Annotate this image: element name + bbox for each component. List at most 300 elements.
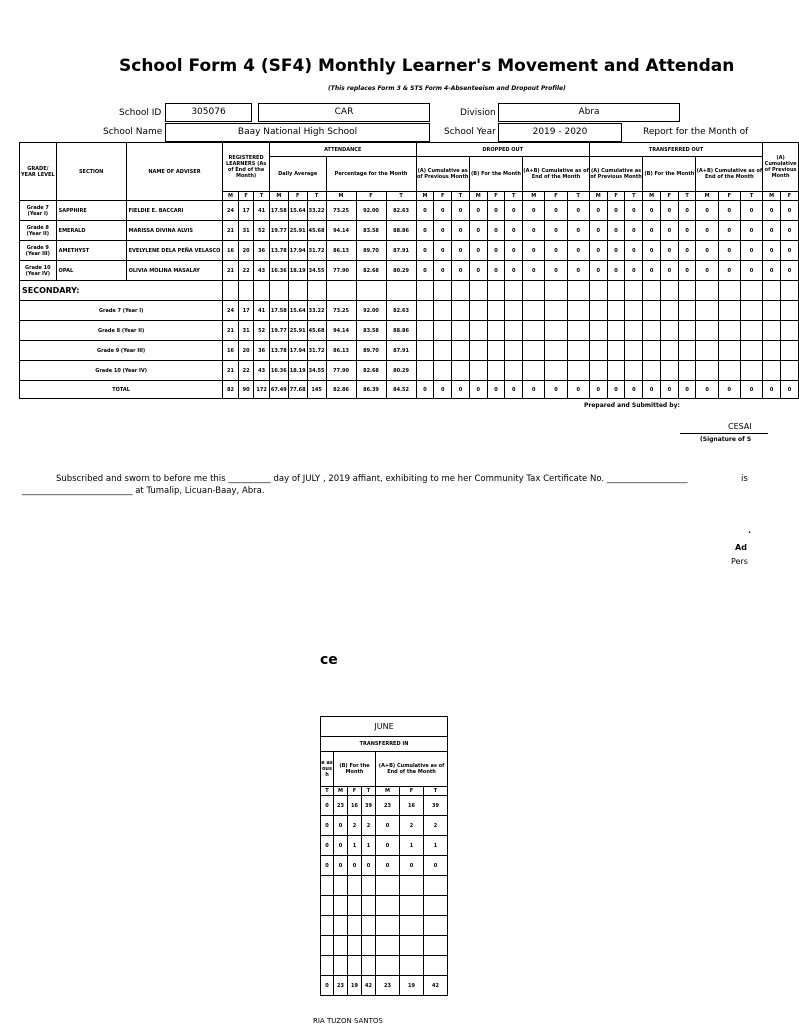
empty-cell [607, 341, 625, 361]
header-t: T [505, 192, 523, 201]
count-cell: 39 [362, 796, 376, 816]
empty-cell [678, 281, 696, 301]
count-cell: 39 [424, 796, 448, 816]
daily-average-cell: 45.68 [307, 321, 326, 341]
percentage-cell: 86.13 [326, 241, 356, 261]
count-cell[interactable]: 0 [643, 201, 661, 221]
header-transferred-out: TRANSFERRED OUT [589, 143, 762, 157]
count-cell[interactable]: 0 [780, 201, 798, 221]
empty-cell [416, 321, 434, 341]
count-cell: 1 [348, 836, 362, 856]
empty-cell [348, 876, 362, 896]
count-cell[interactable]: 0 [625, 201, 643, 221]
header-m: M [469, 192, 487, 201]
count-cell: 16 [400, 796, 424, 816]
count-cell[interactable]: 0 [763, 261, 781, 281]
empty-cell [416, 281, 434, 301]
empty-cell [660, 361, 678, 381]
empty-cell [334, 896, 348, 916]
count-cell[interactable]: 0 [780, 241, 798, 261]
daily-average-cell: 13.78 [269, 341, 288, 361]
count-cell[interactable]: 0 [607, 221, 625, 241]
empty-cell [589, 281, 607, 301]
count-cell[interactable]: 0 [452, 221, 470, 241]
count-cell[interactable]: 0 [763, 201, 781, 221]
grade-cell: Grade 7 (Year I) [20, 201, 57, 221]
empty-cell [660, 341, 678, 361]
empty-cell [643, 321, 661, 341]
count-cell[interactable]: 0 [545, 201, 567, 221]
count-cell[interactable]: 0 [718, 261, 740, 281]
signature-caption: (Signature of S [700, 436, 752, 443]
empty-cell [567, 301, 589, 321]
count-cell[interactable]: 0 [469, 261, 487, 281]
header-m: M [589, 192, 607, 201]
count-cell[interactable]: 0 [487, 241, 505, 261]
count-cell: 0 [321, 856, 334, 876]
count-cell[interactable]: 0 [696, 241, 718, 261]
header-prev-fragment: e as ous h [321, 752, 334, 787]
grade-summary-row [20, 301, 799, 321]
attendance-table [19, 142, 799, 399]
count-cell[interactable]: 0 [740, 261, 762, 281]
grade-summary-label: Grade 8 (Year II) [20, 321, 223, 341]
count-cell[interactable]: 0 [678, 261, 696, 281]
header-f: F [348, 787, 362, 796]
empty-cell [348, 936, 362, 956]
count-cell: 0 [376, 836, 400, 856]
count-cell[interactable]: 0 [660, 241, 678, 261]
count-cell[interactable]: 0 [718, 241, 740, 261]
count-cell[interactable]: 0 [416, 221, 434, 241]
empty-cell [348, 896, 362, 916]
count-cell[interactable]: 0 [545, 261, 567, 281]
affiant-person-fragment: Pers [731, 557, 748, 566]
percentage-cell: 82.68 [356, 261, 386, 281]
percentage-cell: 92.00 [356, 301, 386, 321]
daily-average-cell: 19.77 [269, 321, 288, 341]
empty-cell [763, 321, 781, 341]
empty-cell [434, 341, 452, 361]
empty-cell [487, 321, 505, 341]
empty-cell [348, 956, 362, 976]
empty-cell [469, 321, 487, 341]
count-cell[interactable]: 0 [696, 261, 718, 281]
count-cell[interactable]: 0 [545, 221, 567, 241]
count-cell[interactable]: 0 [625, 241, 643, 261]
empty-cell [660, 301, 678, 321]
empty-cell [400, 896, 424, 916]
empty-cell [607, 281, 625, 301]
total-row [321, 976, 448, 996]
registered-cell[interactable]: 41 [254, 201, 270, 221]
registered-cell[interactable]: 20 [238, 241, 254, 261]
empty-cell [763, 361, 781, 381]
count-cell[interactable]: 0 [660, 201, 678, 221]
header-f: F [545, 192, 567, 201]
daily-average-cell: 17.58 [269, 201, 288, 221]
region-field[interactable]: CAR [258, 103, 430, 122]
count-cell[interactable]: 0 [487, 261, 505, 281]
count-cell[interactable]: 0 [643, 221, 661, 241]
count-cell[interactable]: 0 [589, 241, 607, 261]
total-count-cell: 42 [424, 976, 448, 996]
empty-cell [452, 301, 470, 321]
header-daily-average: Daily Average [269, 157, 326, 192]
registered-cell: 31 [238, 321, 254, 341]
count-cell[interactable]: 0 [718, 221, 740, 241]
count-cell[interactable]: 0 [505, 241, 523, 261]
affiant-dot: · [748, 528, 752, 537]
empty-cell [625, 281, 643, 301]
count-cell: 0 [376, 856, 400, 876]
empty-cell [362, 936, 376, 956]
count-cell[interactable]: 0 [780, 221, 798, 241]
count-cell[interactable]: 0 [660, 221, 678, 241]
count-cell: 1 [362, 836, 376, 856]
count-cell: 2 [348, 816, 362, 836]
empty-cell [696, 321, 718, 341]
registered-cell[interactable]: 24 [223, 201, 239, 221]
count-cell[interactable]: 0 [505, 201, 523, 221]
empty-cell [763, 281, 781, 301]
registered-cell[interactable]: 52 [254, 221, 270, 241]
header-cumulative-previous: (A) Cumulative as of Previous Month [416, 157, 469, 192]
empty-cell [505, 281, 523, 301]
empty-cell [434, 321, 452, 341]
header-t: T [362, 787, 376, 796]
empty-cell [376, 936, 400, 956]
registered-cell[interactable]: 16 [223, 241, 239, 261]
empty-cell [523, 281, 545, 301]
empty-cell [362, 956, 376, 976]
count-cell[interactable]: 0 [469, 241, 487, 261]
count-cell[interactable]: 0 [625, 221, 643, 241]
empty-cell [424, 876, 448, 896]
count-cell[interactable]: 0 [416, 261, 434, 281]
registered-cell[interactable]: 21 [223, 261, 239, 281]
daily-average-cell: 34.55 [307, 261, 326, 281]
empty-cell [505, 341, 523, 361]
count-cell: 23 [376, 796, 400, 816]
header-t: T [254, 192, 270, 201]
header-grade: GRADE/ YEAR LEVEL [20, 143, 57, 201]
count-cell[interactable]: 0 [567, 261, 589, 281]
count-cell[interactable]: 0 [643, 261, 661, 281]
count-cell[interactable]: 0 [416, 241, 434, 261]
empty-cell [523, 321, 545, 341]
empty-cell [362, 896, 376, 916]
count-cell[interactable]: 0 [452, 261, 470, 281]
adviser-cell: EVELYLENE DELA PEÑA VELASCO [126, 241, 223, 261]
empty-cell [545, 321, 567, 341]
count-cell[interactable]: 0 [607, 201, 625, 221]
total-count-cell: 0 [452, 381, 470, 399]
empty-cell [740, 361, 762, 381]
affidavit-line-2: __________________________ at Tumalip, Licuan-Baay, Abra. [22, 486, 265, 496]
total-count-cell: 0 [625, 381, 643, 399]
header-for-month: (B) For the Month [334, 752, 376, 787]
header-m: M [416, 192, 434, 201]
count-cell[interactable]: 0 [740, 241, 762, 261]
count-cell[interactable]: 0 [469, 201, 487, 221]
registered-cell: 17 [238, 301, 254, 321]
section-cell: AMETHYST [56, 241, 126, 261]
count-cell: 16 [348, 796, 362, 816]
empty-cell [416, 361, 434, 381]
empty-cell [678, 361, 696, 381]
header-m: M [763, 192, 781, 201]
count-cell: 2 [400, 816, 424, 836]
count-cell[interactable]: 0 [523, 261, 545, 281]
transferred-in-header: TRANSFERRED IN [321, 737, 448, 752]
empty-cell [400, 936, 424, 956]
count-cell[interactable]: 0 [696, 221, 718, 241]
school-year-field[interactable]: 2019 - 2020 [498, 123, 622, 142]
percentage-cell: 86.13 [326, 341, 356, 361]
empty-cell [718, 301, 740, 321]
daily-average-cell: 15.64 [288, 201, 307, 221]
grade-cell: Grade 9 (Year III) [20, 241, 57, 261]
total-registered-cell: 90 [238, 381, 254, 399]
count-cell[interactable]: 0 [696, 201, 718, 221]
empty-cell [523, 341, 545, 361]
empty-cell [567, 321, 589, 341]
empty-cell [678, 321, 696, 341]
count-cell[interactable]: 0 [523, 241, 545, 261]
empty-cell [660, 281, 678, 301]
registered-cell[interactable]: 17 [238, 201, 254, 221]
daily-average-cell: 33.22 [307, 201, 326, 221]
header-cumulative-end: (A+B) Cumulative as of End of the Month [376, 752, 448, 787]
count-cell: 1 [424, 836, 448, 856]
header-m: M [269, 192, 288, 201]
empty-cell [469, 361, 487, 381]
empty-cell [763, 301, 781, 321]
empty-cell [254, 281, 270, 301]
division-field[interactable]: Abra [498, 103, 680, 122]
count-cell: 0 [424, 856, 448, 876]
total-count-cell: 23 [334, 976, 348, 996]
empty-cell [545, 281, 567, 301]
percentage-cell: 82.63 [386, 301, 416, 321]
daily-average-cell: 13.78 [269, 241, 288, 261]
empty-cell [567, 361, 589, 381]
empty-cell [348, 916, 362, 936]
total-count-cell: 0 [718, 381, 740, 399]
registered-cell[interactable]: 21 [223, 221, 239, 241]
grade-summary-row [20, 361, 799, 381]
count-cell[interactable]: 0 [589, 221, 607, 241]
count-cell[interactable]: 0 [434, 201, 452, 221]
header-f: F [487, 192, 505, 201]
daily-average-cell: 31.72 [307, 341, 326, 361]
empty-cell [505, 361, 523, 381]
header-adviser: NAME OF ADVISER [126, 143, 223, 201]
table-row [20, 201, 799, 221]
empty-cell [696, 361, 718, 381]
empty-cell [434, 361, 452, 381]
total-count-cell: 42 [362, 976, 376, 996]
registered-cell[interactable]: 36 [254, 241, 270, 261]
count-cell[interactable]: 0 [469, 221, 487, 241]
count-cell: 0 [348, 856, 362, 876]
count-cell[interactable]: 0 [487, 201, 505, 221]
count-cell[interactable]: 0 [523, 221, 545, 241]
daily-average-cell: 19.77 [269, 221, 288, 241]
total-count-cell: 0 [780, 381, 798, 399]
total-count-cell: 0 [487, 381, 505, 399]
count-cell[interactable]: 0 [523, 201, 545, 221]
empty-cell [386, 281, 416, 301]
count-cell[interactable]: 0 [643, 241, 661, 261]
count-cell[interactable]: 0 [718, 201, 740, 221]
percentage-cell: 83.58 [356, 321, 386, 341]
empty-cell [469, 301, 487, 321]
total-registered-cell: 172 [254, 381, 270, 399]
percentage-cell: 82.63 [386, 201, 416, 221]
daily-average-cell: 31.72 [307, 241, 326, 261]
empty-cell [376, 876, 400, 896]
count-cell: 0 [334, 816, 348, 836]
school-id-field[interactable]: 305076 [165, 103, 252, 122]
count-cell: 0 [334, 856, 348, 876]
empty-cell [718, 321, 740, 341]
report-month-label: Report for the Month of [643, 127, 749, 137]
total-count-cell: 0 [696, 381, 718, 399]
school-name-field[interactable]: Baay National High School [165, 123, 430, 142]
empty-cell [589, 361, 607, 381]
count-cell[interactable]: 0 [740, 221, 762, 241]
table-header-row [20, 143, 799, 157]
prepared-by-label: Prepared and Submitted by: [584, 402, 680, 409]
empty-cell [334, 876, 348, 896]
school-name-label: School Name [103, 127, 163, 137]
empty-row [321, 896, 448, 916]
total-count-cell: 0 [523, 381, 545, 399]
count-cell[interactable]: 0 [567, 201, 589, 221]
count-cell[interactable]: 0 [660, 261, 678, 281]
percentage-cell: 89.70 [356, 341, 386, 361]
empty-cell [416, 301, 434, 321]
empty-cell [469, 341, 487, 361]
empty-cell [740, 341, 762, 361]
registered-cell: 22 [238, 361, 254, 381]
count-cell[interactable]: 0 [589, 201, 607, 221]
empty-cell [334, 936, 348, 956]
count-cell[interactable]: 0 [434, 221, 452, 241]
header-section: SECTION [56, 143, 126, 201]
count-cell[interactable]: 0 [678, 201, 696, 221]
grade-summary-row [20, 341, 799, 361]
count-cell[interactable]: 0 [545, 241, 567, 261]
empty-cell [487, 301, 505, 321]
header-cumulative-previous: (A) Cumulative as of Previous Month [589, 157, 642, 192]
count-cell[interactable]: 0 [607, 241, 625, 261]
daily-average-cell: 45.68 [307, 221, 326, 241]
count-cell[interactable]: 0 [678, 241, 696, 261]
count-cell: 23 [334, 796, 348, 816]
count-cell[interactable]: 0 [434, 261, 452, 281]
empty-cell [523, 361, 545, 381]
empty-cell [321, 916, 334, 936]
count-cell[interactable]: 0 [780, 261, 798, 281]
empty-cell [780, 301, 798, 321]
section-header-row [321, 737, 448, 752]
empty-row [321, 876, 448, 896]
total-count-cell: 23 [376, 976, 400, 996]
percentage-cell: 87.91 [386, 341, 416, 361]
count-cell[interactable]: 0 [607, 261, 625, 281]
registered-cell[interactable]: 43 [254, 261, 270, 281]
registered-cell[interactable]: 31 [238, 221, 254, 241]
total-count-cell: 0 [545, 381, 567, 399]
registered-cell[interactable]: 22 [238, 261, 254, 281]
count-cell[interactable]: 0 [434, 241, 452, 261]
count-cell[interactable]: 0 [487, 221, 505, 241]
count-cell[interactable]: 0 [452, 241, 470, 261]
count-cell[interactable]: 0 [589, 261, 607, 281]
header-f: F [434, 192, 452, 201]
empty-cell [545, 341, 567, 361]
section-cell: OPAL [56, 261, 126, 281]
registered-cell: 21 [223, 321, 239, 341]
empty-cell [589, 341, 607, 361]
count-cell[interactable]: 0 [763, 241, 781, 261]
header-attendance: ATTENDANCE [269, 143, 416, 157]
total-percentage-cell: 82.86 [326, 381, 356, 399]
count-cell[interactable]: 0 [625, 261, 643, 281]
empty-cell [678, 301, 696, 321]
total-count-cell: 0 [321, 976, 334, 996]
empty-cell [780, 361, 798, 381]
count-cell[interactable]: 0 [452, 201, 470, 221]
percentage-cell: 80.29 [386, 361, 416, 381]
total-count-cell: 0 [416, 381, 434, 399]
empty-row [321, 956, 448, 976]
form-subtitle: (This replaces Form 3 & STS Form 4-Absenteeism and Dropout Profile) [328, 85, 566, 92]
count-cell: 0 [321, 836, 334, 856]
count-cell: 0 [400, 856, 424, 876]
count-cell[interactable]: 0 [567, 241, 589, 261]
month-row [321, 717, 448, 737]
empty-cell [696, 301, 718, 321]
month-cell: JUNE [321, 717, 448, 737]
daily-average-cell: 25.91 [288, 221, 307, 241]
empty-cell [740, 321, 762, 341]
count-cell[interactable]: 0 [416, 201, 434, 221]
empty-cell [718, 361, 740, 381]
percentage-cell: 88.86 [386, 221, 416, 241]
total-count-cell: 0 [567, 381, 589, 399]
empty-cell [321, 936, 334, 956]
empty-cell [487, 281, 505, 301]
count-cell[interactable]: 0 [505, 261, 523, 281]
empty-cell [356, 281, 386, 301]
empty-cell [469, 281, 487, 301]
count-cell[interactable]: 0 [763, 221, 781, 241]
count-cell[interactable]: 0 [567, 221, 589, 241]
daily-average-cell: 34.55 [307, 361, 326, 381]
count-cell[interactable]: 0 [740, 201, 762, 221]
percentage-cell: 88.86 [386, 321, 416, 341]
section-cell: SAPPHIRE [56, 201, 126, 221]
count-cell[interactable]: 0 [678, 221, 696, 241]
count-cell[interactable]: 0 [505, 221, 523, 241]
header-m: M [376, 787, 400, 796]
empty-cell [416, 341, 434, 361]
empty-cell [223, 281, 239, 301]
